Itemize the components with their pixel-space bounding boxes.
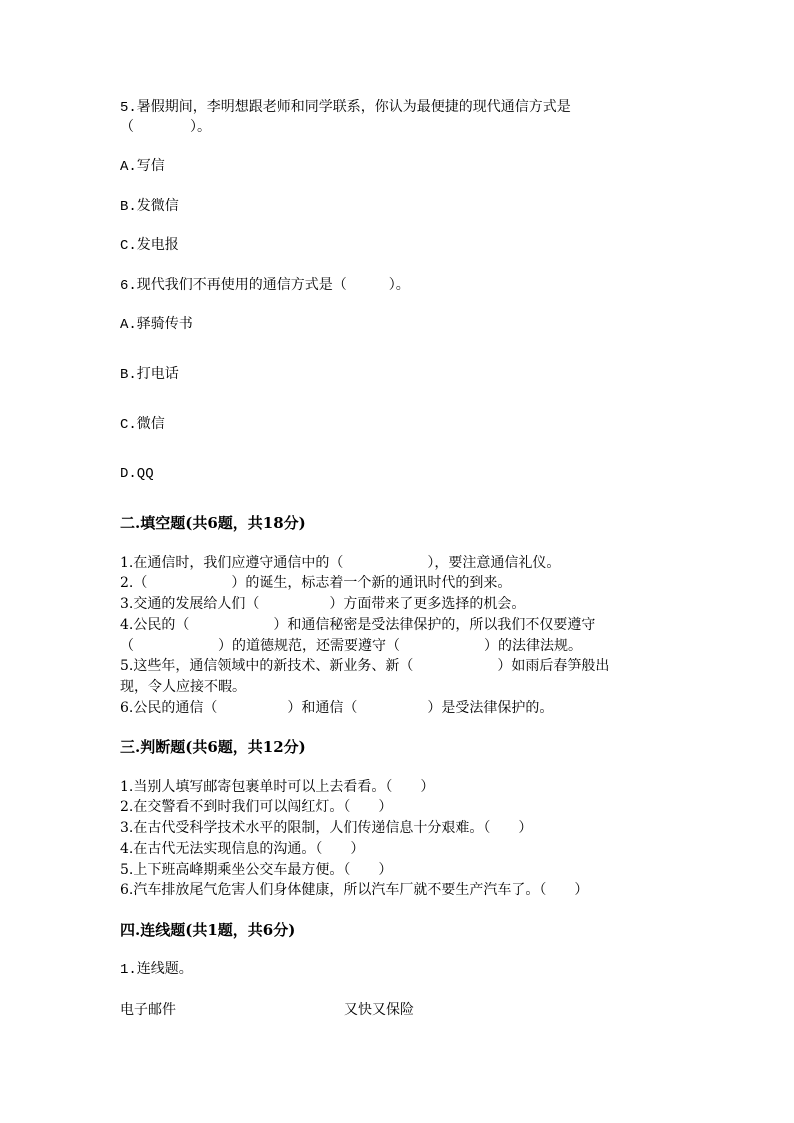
q5-option-b: B.发微信 bbox=[120, 199, 179, 215]
judge-line-6: 6.汽车排放尾气危害人们身体健康，所以汽车厂就不要生产汽车了。（ ） bbox=[120, 882, 589, 898]
fill-line-3: 3.交通的发展给人们（ ）方面带来了更多选择的机会。 bbox=[120, 596, 526, 612]
q6-option-c: C.微信 bbox=[120, 417, 165, 433]
fill-line-6: 5.这些年，通信领域中的新技术、新业务、新（ ）如雨后春笋般出 bbox=[120, 658, 610, 674]
q5-question-line2: （ ）。 bbox=[120, 120, 211, 136]
fill-line-8: 6.公民的通信（ ）和通信（ ）是受法律保护的。 bbox=[120, 700, 554, 716]
fill-line-4: 4.公民的（ ）和通信秘密是受法律保护的，所以我们不仅要遵守 bbox=[120, 617, 596, 633]
q6-option-d: D.QQ bbox=[120, 466, 154, 482]
q6-question: 6.现代我们不再使用的通信方式是（ ）。 bbox=[120, 278, 410, 294]
match-section-heading: 四.连线题(共1题，共6分) bbox=[120, 921, 296, 939]
match-question: 1.连线题。 bbox=[120, 962, 193, 978]
fill-line-2: 2.（ ）的诞生，标志着一个新的通讯时代的到来。 bbox=[120, 575, 512, 591]
judge-section-heading: 三.判断题(共6题，共12分) bbox=[120, 738, 306, 756]
judge-line-4: 4.在古代无法实现信息的沟通。（ ） bbox=[120, 841, 365, 857]
match-left-item: 电子邮件 bbox=[120, 1002, 176, 1018]
fill-section-heading: 二.填空题(共6题，共18分) bbox=[120, 514, 306, 532]
match-right-item: 又快又保险 bbox=[344, 1002, 414, 1018]
judge-line-1: 1.当别人填写邮寄包裹单时可以上去看看。（ ） bbox=[120, 779, 435, 795]
q5-option-a: A.写信 bbox=[120, 159, 165, 175]
fill-line-1: 1.在通信时，我们应遵守通信中的（ ），要注意通信礼仪。 bbox=[120, 555, 561, 571]
fill-line-5: （ ）的道德规范，还需要遵守（ ）的法律法规。 bbox=[120, 638, 582, 654]
fill-line-7: 现，令人应接不暇。 bbox=[120, 679, 246, 695]
q5-question-line1: 5.暑假期间，李明想跟老师和同学联系，你认为最便捷的现代通信方式是 bbox=[120, 100, 571, 116]
judge-line-5: 5.上下班高峰期乘坐公交车最方便。（ ） bbox=[120, 862, 393, 878]
q6-option-a: A.驿骑传书 bbox=[120, 317, 193, 333]
judge-line-2: 2.在交警看不到时我们可以闯红灯。（ ） bbox=[120, 799, 393, 815]
judge-line-3: 3.在古代受科学技术水平的限制，人们传递信息十分艰难。（ ） bbox=[120, 820, 533, 836]
q5-option-c: C.发电报 bbox=[120, 238, 179, 254]
q6-option-b: B.打电话 bbox=[120, 367, 179, 383]
